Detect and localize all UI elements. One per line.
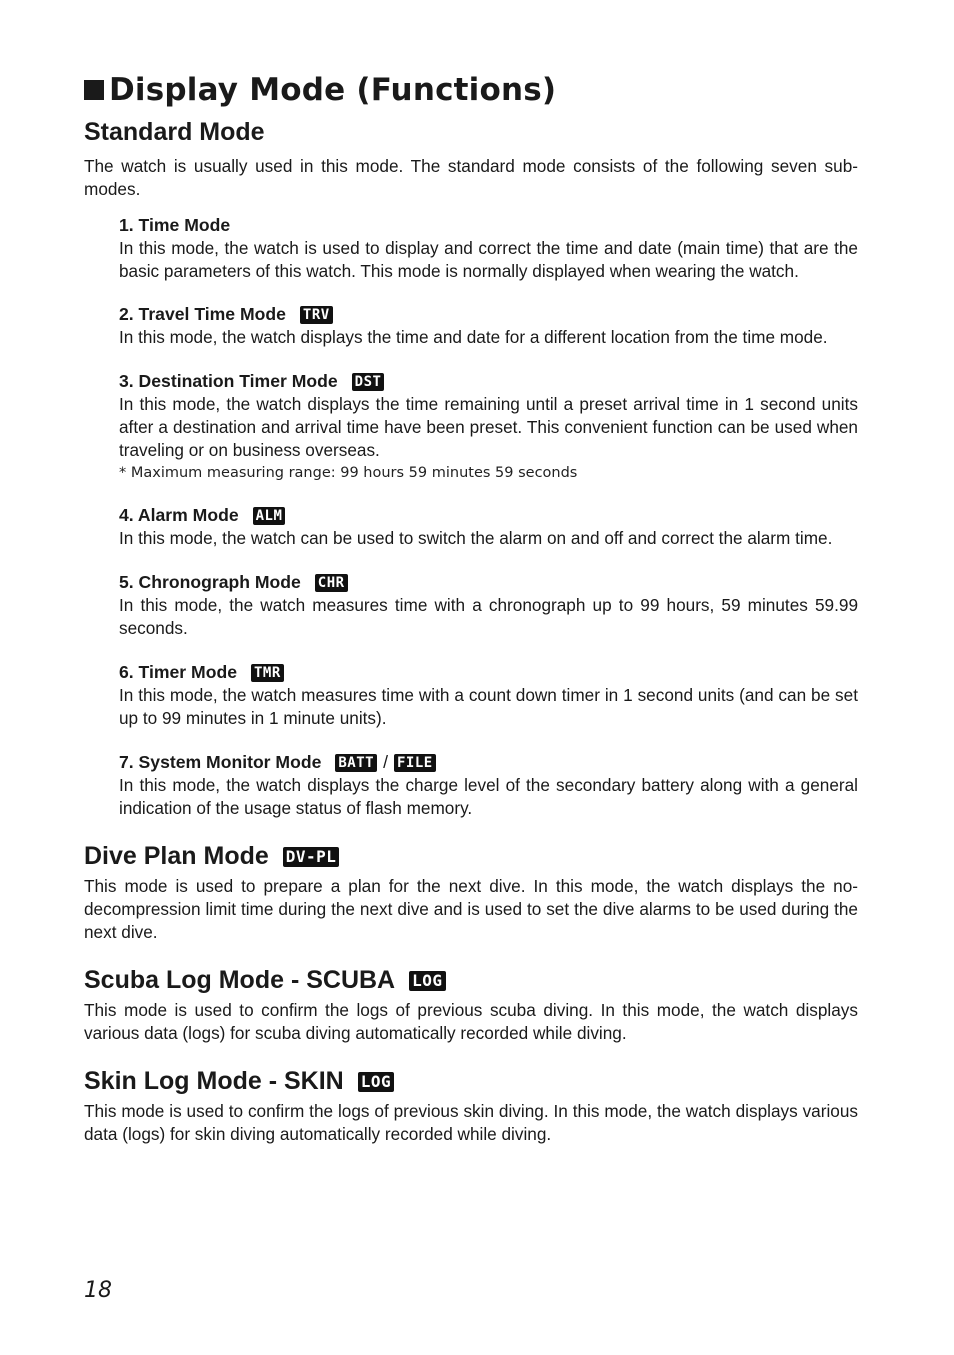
sub-mode-system-monitor [119, 751, 858, 820]
sub-mode-heading [119, 504, 858, 527]
skin-log-title: Skin Log Mode - SKIN [84, 1067, 344, 1095]
standard-mode-heading: Standard Mode [84, 118, 265, 146]
sub-mode-text: In this mode, the watch displays the time remaining until a preset arrival time in 1 second units after a destination and arrival time have been preset. This convenient function can be used when traveling or on business overseas. [119, 394, 858, 460]
sub-mode-heading [119, 661, 858, 684]
sub-mode-title: 5. Chronograph Mode [119, 572, 301, 592]
square-bullet-icon [84, 80, 104, 100]
trv-icon: TRV [300, 306, 333, 324]
sub-mode-time [119, 214, 858, 283]
sub-mode-travel-time [119, 303, 858, 349]
page-title [84, 72, 858, 108]
chr-icon: CHR [315, 574, 348, 592]
range-note: * Maximum measuring range: 99 hours 59 minutes 59 seconds [119, 465, 578, 481]
sub-mode-title: 4. Alarm Mode [119, 505, 239, 525]
sub-mode-heading [119, 370, 858, 393]
file-icon: FILE [394, 754, 436, 772]
sub-mode-heading [119, 571, 858, 594]
sub-mode-heading [119, 751, 858, 774]
sub-mode-text: In this mode, the watch displays the charge level of the secondary battery along with a general indication of the usage status of flash memory. [119, 775, 858, 818]
alm-icon: ALM [253, 507, 286, 525]
standard-mode-section [84, 118, 858, 820]
scuba-log-title: Scuba Log Mode - SCUBA [84, 966, 396, 994]
scuba-log-text: This mode is used to confirm the logs of previous scuba diving. In this mode, the watch displays various data (logs) for scuba diving automatically recorded while diving. [84, 1000, 858, 1043]
icon-separator: / [383, 752, 388, 772]
dst-icon: DST [352, 373, 385, 391]
skin-log-text: This mode is used to confirm the logs of previous skin diving. In this mode, the watch displays various data (logs) for skin diving automatically recorded while diving. [84, 1101, 858, 1144]
scuba-log-section [84, 966, 858, 1045]
sub-mode-chronograph [119, 571, 858, 640]
standard-mode-intro: The watch is usually used in this mode. The standard mode consists of the following seven sub-modes. [84, 156, 858, 199]
batt-icon: BATT [335, 754, 377, 772]
sub-mode-title: 1. Time Mode [119, 215, 231, 235]
log-icon: LOG [358, 1072, 394, 1092]
sub-mode-text: In this mode, the watch measures time with a count down timer in 1 second units (and can be set up to 99 minutes in 1 minute units). [119, 685, 858, 728]
dive-plan-heading [84, 842, 858, 871]
tmr-icon: TMR [251, 664, 284, 682]
sub-mode-destination-timer [119, 370, 858, 485]
sub-mode-text: In this mode, the watch can be used to switch the alarm on and off and correct the alarm time. [119, 528, 833, 548]
sub-mode-title: 2. Travel Time Mode [119, 304, 286, 324]
dv-pl-icon: DV-PL [283, 847, 340, 867]
dive-plan-title: Dive Plan Mode [84, 842, 269, 870]
skin-log-heading [84, 1067, 858, 1096]
sub-mode-text: In this mode, the watch is used to display and correct the time and date (main time) that are the basic parameters of this watch. This mode is normally displayed when wearing the watch. [119, 238, 858, 281]
sub-mode-title: 6. Timer Mode [119, 662, 237, 682]
page-title-text: Display Mode (Functions) [109, 72, 557, 108]
sub-mode-text: In this mode, the watch measures time with a chronograph up to 99 hours, 59 minutes 59.99 seconds. [119, 595, 858, 638]
dive-plan-section [84, 842, 858, 944]
log-icon: LOG [409, 971, 445, 991]
dive-plan-text: This mode is used to prepare a plan for the next dive. In this mode, the watch displays the no-decompression limit time during the next dive and is used to set the dive alarms to be used during the next dive. [84, 876, 858, 942]
sub-mode-title: 3. Destination Timer Mode [119, 371, 338, 391]
sub-mode-text: In this mode, the watch displays the time and date for a different location from the time mode. [119, 327, 828, 347]
sub-mode-heading [119, 303, 858, 326]
sub-mode-alarm [119, 504, 858, 550]
page-number: 18 [84, 1278, 112, 1303]
sub-mode-title: 7. System Monitor Mode [119, 752, 322, 772]
manual-page [84, 72, 858, 1146]
skin-log-section [84, 1067, 858, 1146]
scuba-log-heading [84, 966, 858, 995]
sub-mode-timer [119, 661, 858, 730]
